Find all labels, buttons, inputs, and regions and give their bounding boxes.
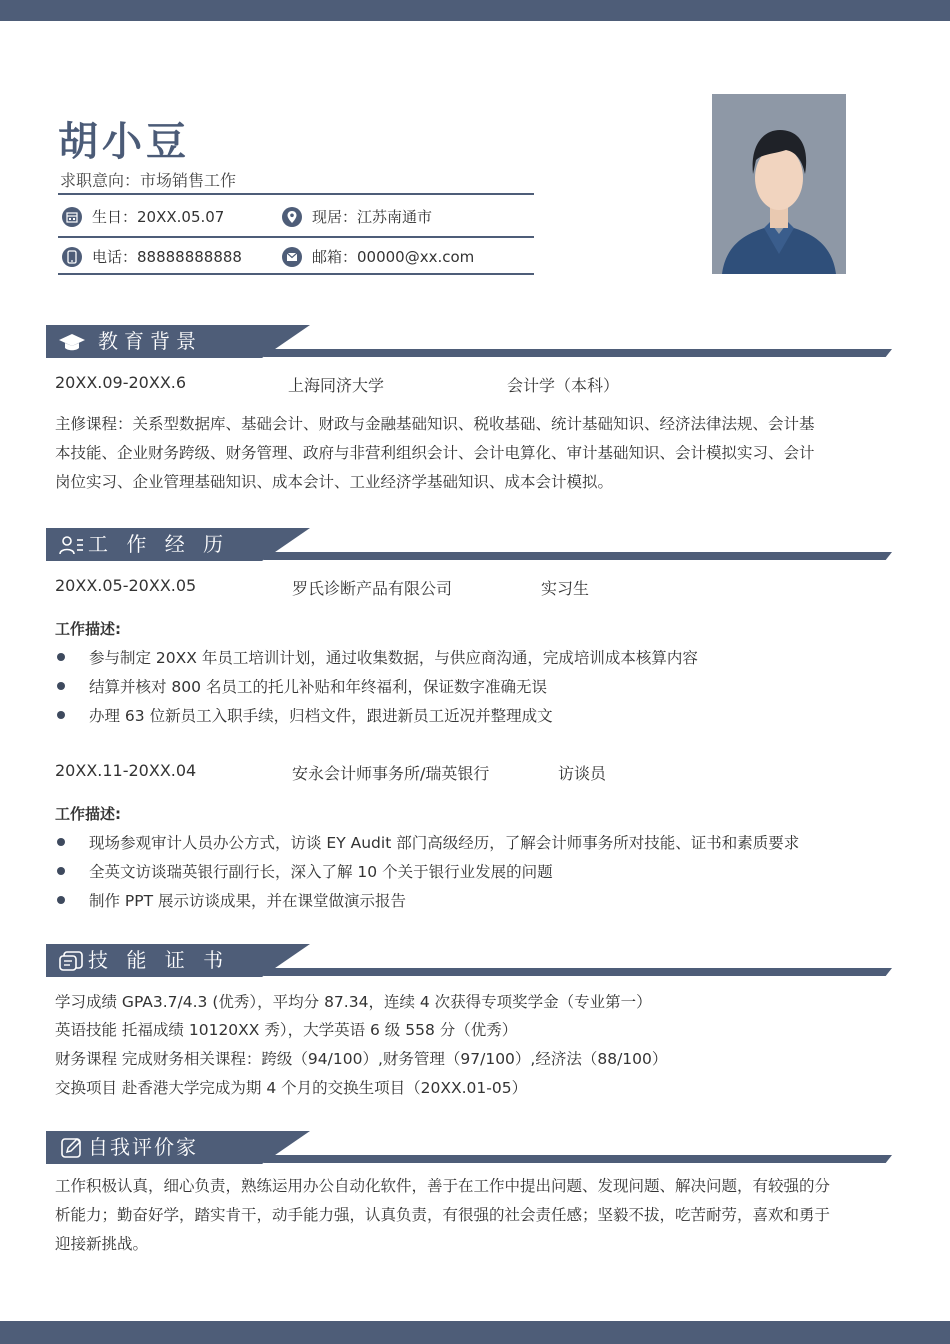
location-pin-icon xyxy=(282,207,302,227)
birth-text: 生日：20XX.05.07 xyxy=(92,208,225,226)
section-title: 技 能 证 书 xyxy=(88,948,230,972)
graduation-cap-icon xyxy=(58,331,86,353)
mail-icon xyxy=(282,247,302,267)
phone-info xyxy=(62,246,242,267)
divider xyxy=(58,193,534,195)
edu-school: 上海同济大学 xyxy=(288,376,385,395)
person-list-icon xyxy=(58,534,86,556)
phone-text: 电话：88888888888 xyxy=(92,248,242,266)
job-period: 20XX.11-20XX.04 xyxy=(55,761,197,780)
bullet-icon xyxy=(57,838,65,846)
list-item: 全英文访谈瑞英银行副行长，深入了解 10 个关于银行业发展的问题 xyxy=(55,860,553,882)
residence-text: 现居：江苏南通市 xyxy=(312,208,433,226)
section-title: 工 作 经 历 xyxy=(88,532,230,556)
list-item: 现场参观审计人员办公方式，访谈 EY Audit 部门高级经历，了解会计师事务所对技能、证书和素质要求 xyxy=(55,831,799,853)
section-header-work xyxy=(46,528,894,561)
skill-line: 财务课程 完成财务相关课程：跨级（94/100）,财务管理（97/100）,经济法（88/100） xyxy=(55,1050,668,1068)
job-period: 20XX.05-20XX.05 xyxy=(55,576,197,595)
list-item: 参与制定 20XX 年员工培训计划，通过收集数据，与供应商沟通，完成培训成本核算内容 xyxy=(55,646,698,668)
job-desc-label: 工作描述: xyxy=(55,620,121,638)
courses-line: 本技能、企业财务跨级、财务管理、政府与非营利组织会计、会计电算化、审计基础知识、会计模拟实习、会计 xyxy=(55,444,815,462)
edu-courses xyxy=(55,410,893,497)
self-line: 析能力；勤奋好学，踏实肯干，动手能力强，认真负责，有很强的社会责任感；坚毅不拔，吃苦耐劳，喜欢和勇于 xyxy=(55,1206,831,1224)
courses-line: 岗位实习、企业管理基础知识、成本会计、工业经济学基础知识、成本会计模拟。 xyxy=(55,473,614,491)
edit-icon xyxy=(58,1137,86,1159)
self-line: 工作积极认真，细心负责，熟练运用办公自动化软件，善于在工作中提出问题、发现问题、解决问题，有较强的分 xyxy=(55,1177,831,1195)
list-item: 制作 PPT 展示访谈成果，并在课堂做演示报告 xyxy=(55,889,406,911)
divider xyxy=(58,236,534,238)
section-title: 教育背景 xyxy=(98,329,202,353)
bottom-bar xyxy=(0,1321,950,1344)
residence-info xyxy=(282,206,432,227)
job-desc-label: 工作描述: xyxy=(55,805,121,823)
section-header-education xyxy=(46,325,894,358)
self-line: 迎接新挑战。 xyxy=(55,1235,149,1253)
edu-period: 20XX.09-20XX.6 xyxy=(55,373,187,392)
skill-line: 交换项目 赴香港大学完成为期 4 个月的交换生项目（20XX.01-05） xyxy=(55,1079,528,1097)
self-evaluation xyxy=(55,1172,893,1259)
courses-line: 主修课程：关系型数据库、基础会计、财政与金融基础知识、税收基础、统计基础知识、经济法律法规、会计基 xyxy=(55,415,815,433)
section-header-self xyxy=(46,1131,894,1164)
skill-line: 英语技能 托福成绩 10120XX 秀），大学英语 6 级 558 分（优秀） xyxy=(55,1021,518,1039)
phone-icon xyxy=(62,247,82,267)
profile-photo xyxy=(712,94,846,274)
certificate-icon xyxy=(58,950,86,972)
bullet-icon xyxy=(57,653,65,661)
bullet-icon xyxy=(57,867,65,875)
birth-info xyxy=(62,206,224,227)
job-intent: 求职意向：市场销售工作 xyxy=(60,171,237,190)
section-title: 自我评价家 xyxy=(88,1135,198,1159)
divider xyxy=(58,273,534,275)
job-company: 安永会计师事务所/瑞英银行 xyxy=(292,764,490,783)
job-role: 实习生 xyxy=(541,579,590,598)
list-item: 结算并核对 800 名员工的托儿补贴和年终福利，保证数字准确无误 xyxy=(55,675,547,697)
bullet-icon xyxy=(57,896,65,904)
section-header-skills xyxy=(46,944,894,977)
list-item: 办理 63 位新员工入职手续，归档文件，跟进新员工近况并整理成文 xyxy=(55,704,553,726)
candidate-name: 胡小豆 xyxy=(58,119,190,165)
bullet-icon xyxy=(57,682,65,690)
job-company: 罗氏诊断产品有限公司 xyxy=(292,579,453,598)
edu-major: 会计学（本科） xyxy=(507,376,620,395)
calendar-icon xyxy=(62,207,82,227)
job-role: 访谈员 xyxy=(558,764,607,783)
email-text: 邮箱：00000@xx.com xyxy=(312,248,475,266)
top-bar xyxy=(0,0,950,21)
email-info xyxy=(282,246,474,267)
skill-line: 学习成绩 GPA3.7/4.3 (优秀），平均分 87.34，连续 4 次获得专项奖学金（专业第一） xyxy=(55,993,652,1011)
bullet-icon xyxy=(57,711,65,719)
